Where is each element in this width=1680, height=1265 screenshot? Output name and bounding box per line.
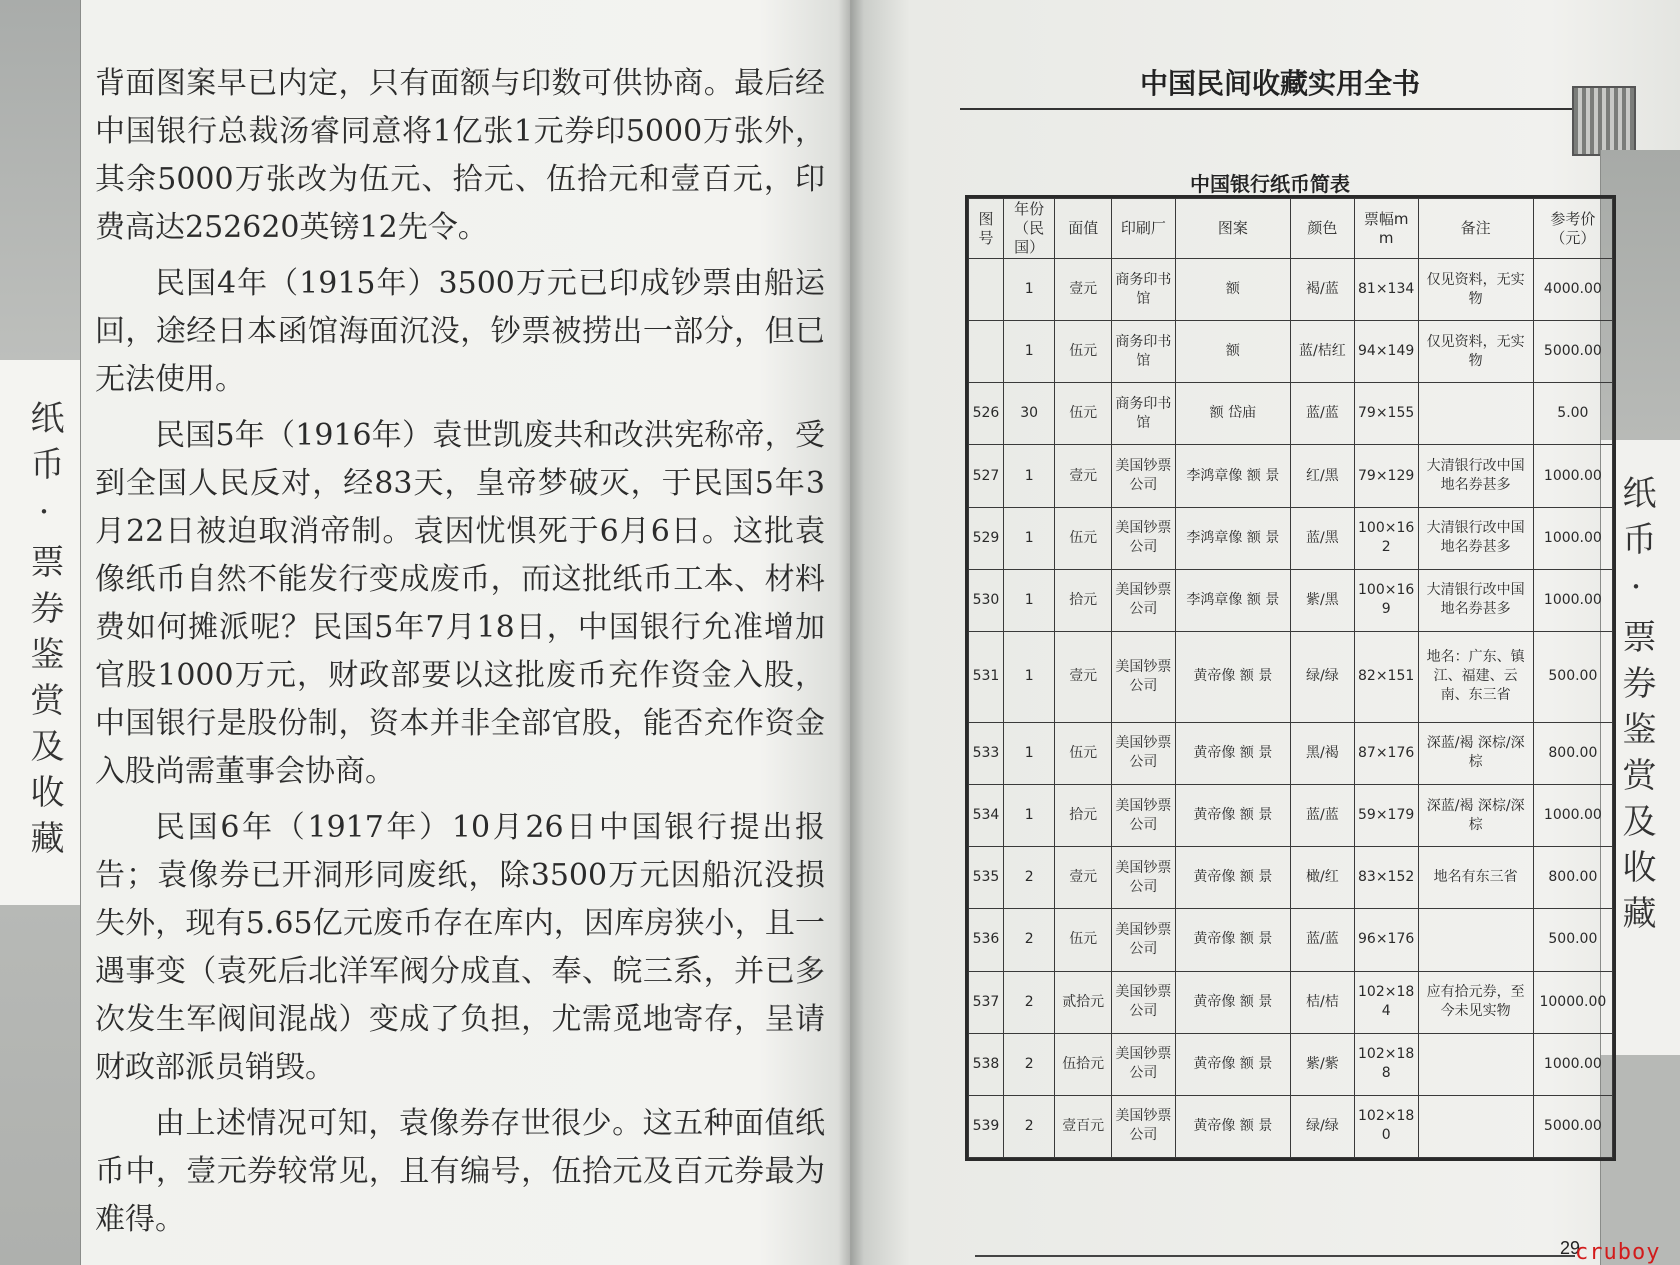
table-cell-size: 100×162 bbox=[1354, 507, 1418, 569]
table-cell-color: 橄/红 bbox=[1290, 847, 1354, 909]
table-cell-year: 1 bbox=[1003, 785, 1054, 847]
column-header: 票幅mm bbox=[1354, 199, 1418, 259]
table-cell-color: 红/黑 bbox=[1290, 445, 1354, 507]
table-cell-no: 539 bbox=[969, 1095, 1004, 1157]
table-cell-printer: 商务印书馆 bbox=[1111, 321, 1175, 383]
table-cell-design: 黄帝像 额 景 bbox=[1175, 722, 1290, 784]
table-cell-note: 地名：广东、镇江、福建、云南、东三省 bbox=[1418, 631, 1533, 722]
table-cell-value: 壹元 bbox=[1055, 631, 1112, 722]
table-cell-color: 紫/紫 bbox=[1290, 1033, 1354, 1095]
table-cell-size: 79×155 bbox=[1354, 383, 1418, 445]
table-cell-note: 仅见资料，无实物 bbox=[1418, 259, 1533, 321]
table-cell-note bbox=[1418, 1033, 1533, 1095]
table-cell-year: 1 bbox=[1003, 722, 1054, 784]
table-cell-design: 额 bbox=[1175, 321, 1290, 383]
table-cell-note: 地名有东三省 bbox=[1418, 847, 1533, 909]
table-row bbox=[969, 1095, 1613, 1157]
paragraph: 民国4年（1915年）3500万元已印成钞票由船运回，途经日本函馆海面沉没，钞票被捞出一部分，但已无法使用。 bbox=[95, 266, 825, 397]
table-cell-design: 额 bbox=[1175, 259, 1290, 321]
table-cell-design: 李鸿章像 额 景 bbox=[1175, 569, 1290, 631]
table-cell-design: 李鸿章像 额 景 bbox=[1175, 445, 1290, 507]
table-cell-price: 800.00 bbox=[1533, 847, 1612, 909]
table-cell-value: 伍元 bbox=[1055, 909, 1112, 971]
table-cell-no bbox=[969, 321, 1004, 383]
paragraph: 民国6年（1917年）10月26日中国银行提出报告；袁像券已开洞形同废纸，除3500万元因船沉没损失外，现有5.65亿元废币存在库内，因库房狭小，且一遇事变（袁死后北洋军阀分成直、奉、皖三系，并已多次发生军阀间混战）变成了负担，尤需觅地寄存，呈请财政部派员销毁。 bbox=[95, 810, 825, 1085]
table-cell-printer: 美国钞票公司 bbox=[1111, 971, 1175, 1033]
table-cell-note: 深蓝/褐 深棕/深棕 bbox=[1418, 722, 1533, 784]
table-cell-note bbox=[1418, 383, 1533, 445]
table-cell-year: 1 bbox=[1003, 507, 1054, 569]
table-cell-color: 桔/桔 bbox=[1290, 971, 1354, 1033]
table-cell-color: 蓝/蓝 bbox=[1290, 909, 1354, 971]
table-cell-note: 大清银行改中国地名券甚多 bbox=[1418, 507, 1533, 569]
table-cell-no: 537 bbox=[969, 971, 1004, 1033]
table-cell-value: 伍元 bbox=[1055, 383, 1112, 445]
table-cell-price: 1000.00 bbox=[1533, 1033, 1612, 1095]
table-row bbox=[969, 259, 1613, 321]
column-header: 图号 bbox=[969, 199, 1004, 259]
table-cell-no: 534 bbox=[969, 785, 1004, 847]
table-cell-note bbox=[1418, 1095, 1533, 1157]
watermark: cruboy bbox=[1575, 1240, 1661, 1265]
table-title: 中国银行纸币简表 bbox=[1190, 172, 1350, 196]
table-row bbox=[969, 321, 1613, 383]
table-cell-printer: 美国钞票公司 bbox=[1111, 507, 1175, 569]
table-cell-design: 黄帝像 额 景 bbox=[1175, 1033, 1290, 1095]
table-row bbox=[969, 445, 1613, 507]
table-cell-value: 壹元 bbox=[1055, 445, 1112, 507]
table-cell-color: 绿/绿 bbox=[1290, 1095, 1354, 1157]
paragraph: 由上述情况可知，袁像券存世很少。这五种面值纸币中，壹元券较常见，且有编号，伍拾元及百元券最为难得。 bbox=[95, 1106, 825, 1237]
table-row bbox=[969, 569, 1613, 631]
table-cell-note: 仅见资料，无实物 bbox=[1418, 321, 1533, 383]
table-cell-color: 绿/绿 bbox=[1290, 631, 1354, 722]
table-cell-design: 黄帝像 额 景 bbox=[1175, 631, 1290, 722]
ornament-icon bbox=[1572, 86, 1636, 156]
table-cell-no: 535 bbox=[969, 847, 1004, 909]
column-header: 备注 bbox=[1418, 199, 1533, 259]
page-number: 29 bbox=[1560, 1238, 1581, 1258]
table-cell-value: 拾元 bbox=[1055, 569, 1112, 631]
table-cell-design: 额 岱庙 bbox=[1175, 383, 1290, 445]
banknote-table bbox=[968, 198, 1613, 1158]
table-cell-value: 伍元 bbox=[1055, 321, 1112, 383]
table-cell-value: 伍拾元 bbox=[1055, 1033, 1112, 1095]
table-cell-price: 1000.00 bbox=[1533, 445, 1612, 507]
table-cell-size: 79×129 bbox=[1354, 445, 1418, 507]
table-cell-value: 壹元 bbox=[1055, 847, 1112, 909]
table-cell-color: 蓝/蓝 bbox=[1290, 383, 1354, 445]
table-cell-size: 59×179 bbox=[1354, 785, 1418, 847]
paragraph: 民国5年（1916年）袁世凯废共和改洪宪称帝，受到全国人民反对，经83天，皇帝梦破灭，于民国5年3月22日被迫取消帝制。袁因忧惧死于6月6日。这批袁像纸币自然不能发行变成废币，而这批纸币工本、材料费如何摊派呢？民国5年7月18日，中国银行允准增加官股1000万元，财政部要以这批废币充作资金入股，中国银行是股份制，资本并非全部官股，能否充作资金入股尚需董事会协商。 bbox=[95, 418, 825, 789]
table-cell-year: 2 bbox=[1003, 909, 1054, 971]
table-cell-size: 102×180 bbox=[1354, 1095, 1418, 1157]
table-cell-value: 壹百元 bbox=[1055, 1095, 1112, 1157]
footer-rule bbox=[975, 1255, 1575, 1257]
table-cell-price: 5000.00 bbox=[1533, 321, 1612, 383]
table-cell-printer: 美国钞票公司 bbox=[1111, 785, 1175, 847]
table-cell-no: 538 bbox=[969, 1033, 1004, 1095]
table-cell-no: 527 bbox=[969, 445, 1004, 507]
table-cell-size: 87×176 bbox=[1354, 722, 1418, 784]
table-cell-year: 1 bbox=[1003, 445, 1054, 507]
table-cell-year: 2 bbox=[1003, 1095, 1054, 1157]
table-cell-printer: 美国钞票公司 bbox=[1111, 722, 1175, 784]
table-cell-design: 黄帝像 额 景 bbox=[1175, 785, 1290, 847]
table-row bbox=[969, 383, 1613, 445]
table-cell-price: 5000.00 bbox=[1533, 1095, 1612, 1157]
table-cell-size: 82×151 bbox=[1354, 631, 1418, 722]
table-cell-color: 紫/黑 bbox=[1290, 569, 1354, 631]
table-cell-year: 1 bbox=[1003, 569, 1054, 631]
table-cell-printer: 美国钞票公司 bbox=[1111, 631, 1175, 722]
table-cell-design: 李鸿章像 额 景 bbox=[1175, 507, 1290, 569]
table-row bbox=[969, 971, 1613, 1033]
table-cell-value: 拾元 bbox=[1055, 785, 1112, 847]
table-cell-note: 深蓝/褐 深棕/深棕 bbox=[1418, 785, 1533, 847]
table-cell-size: 102×188 bbox=[1354, 1033, 1418, 1095]
table-cell-price: 4000.00 bbox=[1533, 259, 1612, 321]
table-cell-printer: 美国钞票公司 bbox=[1111, 569, 1175, 631]
table-header-row bbox=[969, 199, 1613, 259]
book-title: 中国民间收藏实用全书 bbox=[1140, 67, 1421, 100]
table-cell-year: 1 bbox=[1003, 259, 1054, 321]
table-cell-size: 96×176 bbox=[1354, 909, 1418, 971]
table-cell-year: 2 bbox=[1003, 847, 1054, 909]
table-cell-note: 大清银行改中国地名券甚多 bbox=[1418, 569, 1533, 631]
table-cell-color: 蓝/黑 bbox=[1290, 507, 1354, 569]
table-cell-color: 黑/褐 bbox=[1290, 722, 1354, 784]
table-cell-no: 530 bbox=[969, 569, 1004, 631]
book-gutter bbox=[838, 0, 864, 1265]
column-header: 颜色 bbox=[1290, 199, 1354, 259]
table-cell-color: 蓝/桔红 bbox=[1290, 321, 1354, 383]
title-rule bbox=[960, 108, 1580, 110]
table-body bbox=[969, 259, 1613, 1158]
table-cell-design: 黄帝像 额 景 bbox=[1175, 971, 1290, 1033]
table-cell-no: 526 bbox=[969, 383, 1004, 445]
table-row bbox=[969, 722, 1613, 784]
table-cell-price: 1000.00 bbox=[1533, 507, 1612, 569]
table-cell-price: 5.00 bbox=[1533, 383, 1612, 445]
table-cell-no: 536 bbox=[969, 909, 1004, 971]
column-header: 参考价（元） bbox=[1533, 199, 1612, 259]
table-cell-size: 83×152 bbox=[1354, 847, 1418, 909]
table-cell-size: 81×134 bbox=[1354, 259, 1418, 321]
table-row bbox=[969, 1033, 1613, 1095]
table-cell-printer: 美国钞票公司 bbox=[1111, 1033, 1175, 1095]
table-cell-no bbox=[969, 259, 1004, 321]
table-cell-price: 800.00 bbox=[1533, 722, 1612, 784]
table-cell-year: 2 bbox=[1003, 1033, 1054, 1095]
table-cell-printer: 美国钞票公司 bbox=[1111, 445, 1175, 507]
table-cell-value: 壹元 bbox=[1055, 259, 1112, 321]
table-cell-size: 102×184 bbox=[1354, 971, 1418, 1033]
table-cell-printer: 商务印书馆 bbox=[1111, 259, 1175, 321]
table-cell-size: 100×169 bbox=[1354, 569, 1418, 631]
table-cell-design: 黄帝像 额 景 bbox=[1175, 847, 1290, 909]
column-header: 印刷厂 bbox=[1111, 199, 1175, 259]
banknote-table-frame bbox=[965, 195, 1616, 1161]
table-row bbox=[969, 847, 1613, 909]
table-cell-size: 94×149 bbox=[1354, 321, 1418, 383]
table-row bbox=[969, 909, 1613, 971]
column-header: 图案 bbox=[1175, 199, 1290, 259]
column-header: 年份（民国） bbox=[1003, 199, 1054, 259]
left-body-text bbox=[95, 60, 825, 1252]
table-cell-note: 大清银行改中国地名券甚多 bbox=[1418, 445, 1533, 507]
table-cell-no: 529 bbox=[969, 507, 1004, 569]
table-cell-printer: 美国钞票公司 bbox=[1111, 847, 1175, 909]
table-row bbox=[969, 507, 1613, 569]
table-cell-color: 褐/蓝 bbox=[1290, 259, 1354, 321]
table-cell-note bbox=[1418, 909, 1533, 971]
table-cell-note: 应有拾元券，至今未见实物 bbox=[1418, 971, 1533, 1033]
table-cell-price: 1000.00 bbox=[1533, 569, 1612, 631]
column-header: 面值 bbox=[1055, 199, 1112, 259]
table-cell-design: 黄帝像 额 景 bbox=[1175, 909, 1290, 971]
table-row bbox=[969, 785, 1613, 847]
table-cell-value: 贰拾元 bbox=[1055, 971, 1112, 1033]
table-cell-price: 500.00 bbox=[1533, 631, 1612, 722]
table-cell-value: 伍元 bbox=[1055, 722, 1112, 784]
table-cell-printer: 美国钞票公司 bbox=[1111, 1095, 1175, 1157]
table-cell-year: 2 bbox=[1003, 971, 1054, 1033]
table-cell-printer: 美国钞票公司 bbox=[1111, 909, 1175, 971]
table-row bbox=[969, 631, 1613, 722]
table-cell-no: 533 bbox=[969, 722, 1004, 784]
table-cell-year: 30 bbox=[1003, 383, 1054, 445]
table-cell-year: 1 bbox=[1003, 321, 1054, 383]
table-cell-value: 伍元 bbox=[1055, 507, 1112, 569]
table-cell-price: 500.00 bbox=[1533, 909, 1612, 971]
paragraph: 背面图案早已内定，只有面额与印数可供协商。最后经中国银行总裁汤睿同意将1亿张1元券印5000万张外，其余5000万张改为伍元、拾元、伍拾元和壹百元，印费高达252620英镑12先令。 bbox=[95, 66, 825, 245]
table-cell-price: 10000.00 bbox=[1533, 971, 1612, 1033]
left-side-tab-label: 纸币·票券鉴赏及收藏 bbox=[24, 400, 64, 866]
table-cell-price: 1000.00 bbox=[1533, 785, 1612, 847]
table-cell-no: 531 bbox=[969, 631, 1004, 722]
table-cell-color: 蓝/蓝 bbox=[1290, 785, 1354, 847]
table-cell-year: 1 bbox=[1003, 631, 1054, 722]
table-cell-design: 黄帝像 额 景 bbox=[1175, 1095, 1290, 1157]
right-side-tab-label: 纸币·票券鉴赏及收藏 bbox=[1616, 475, 1656, 941]
table-cell-printer: 商务印书馆 bbox=[1111, 383, 1175, 445]
